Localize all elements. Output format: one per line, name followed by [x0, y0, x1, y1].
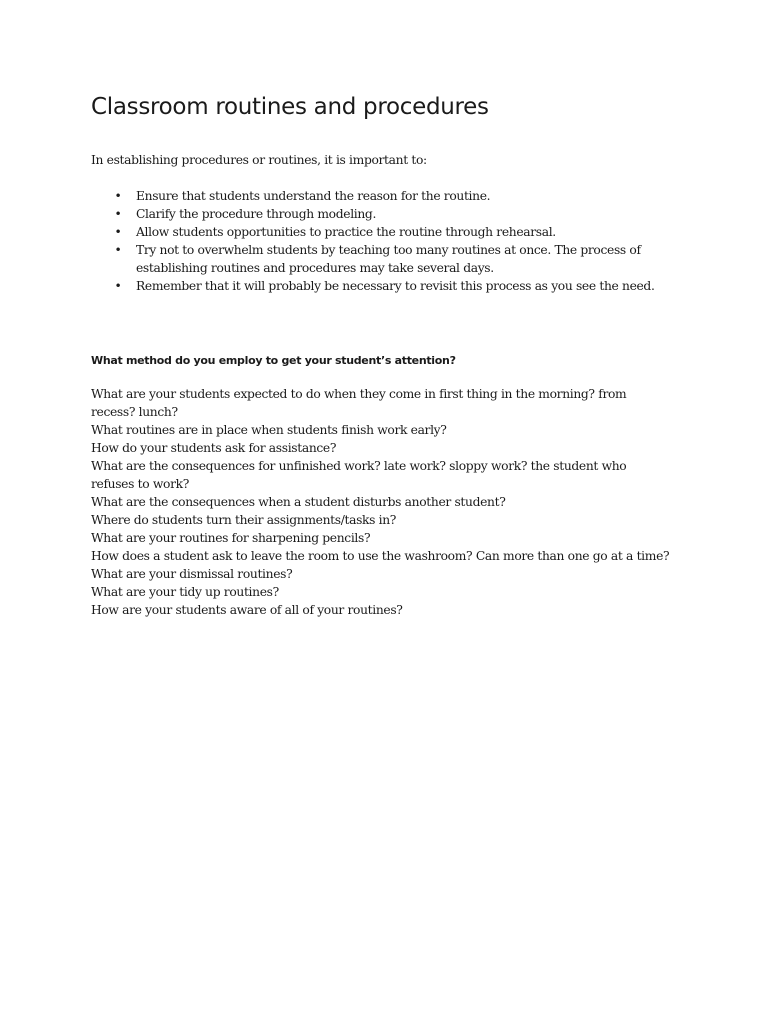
- question-text-line: refuses to work?: [91, 477, 189, 491]
- bullet-text: [136, 205, 691, 223]
- question-text-line: What are the consequences when a student disturbs another student?: [91, 495, 506, 509]
- question-item: [91, 511, 691, 529]
- intro-text: In establishing procedures or routines, it is important to:: [91, 153, 427, 167]
- question-text-line: recess? lunch?: [91, 405, 178, 419]
- question-text-line: What are the consequences for unfinished work? late work? sloppy work? the student who: [91, 459, 627, 473]
- bullet-dot-icon: •: [114, 207, 122, 221]
- page-title: Classroom routines and procedures: [91, 94, 489, 120]
- bullet-text-line: Clarify the procedure through modeling.: [136, 207, 377, 221]
- question-item: [91, 583, 691, 601]
- bullet-text-line: Try not to overwhelm students by teaching too many routines at once. The process of: [136, 243, 641, 257]
- bullet-item: [91, 277, 691, 295]
- bullet-text-line: Ensure that students understand the reason for the routine.: [136, 189, 491, 203]
- bullet-item: [91, 223, 691, 241]
- bullet-dot-icon: •: [114, 279, 122, 293]
- bullet-dot-icon: •: [114, 189, 122, 203]
- question-item: [91, 457, 691, 493]
- question-text-line: What are your dismissal routines?: [91, 567, 293, 581]
- bullet-text-line: Allow students opportunities to practice the routine through rehearsal.: [136, 225, 556, 239]
- bullet-item: [91, 241, 691, 277]
- bullet-list: [91, 187, 691, 295]
- question-heading: What method do you employ to get your student’s attention?: [91, 354, 456, 367]
- bullet-dot-icon: •: [114, 225, 122, 239]
- question-item: [91, 385, 691, 421]
- bullet-text: [136, 277, 691, 295]
- question-item: [91, 547, 691, 565]
- question-item: [91, 565, 691, 583]
- question-text-line: Where do students turn their assignments/tasks in?: [91, 513, 397, 527]
- question-text-line: How are your students aware of all of your routines?: [91, 603, 403, 617]
- bullet-text: [136, 241, 691, 277]
- question-list: [91, 385, 691, 619]
- bullet-text-line: Remember that it will probably be necessary to revisit this process as you see the need.: [136, 279, 655, 293]
- question-text-line: How does a student ask to leave the room to use the washroom? Can more than one go at a time?: [91, 549, 670, 563]
- bullet-item: [91, 187, 691, 205]
- bullet-dot-icon: •: [114, 243, 122, 257]
- question-item: [91, 601, 691, 619]
- bullet-item: [91, 205, 691, 223]
- question-item: [91, 529, 691, 547]
- question-item: [91, 493, 691, 511]
- question-item: [91, 439, 691, 457]
- question-text-line: How do your students ask for assistance?: [91, 441, 337, 455]
- bullet-text-line: establishing routines and procedures may take several days.: [136, 261, 494, 275]
- question-text-line: What are your students expected to do when they come in first thing in the morning? from: [91, 387, 627, 401]
- bullet-text: [136, 187, 691, 205]
- question-item: [91, 421, 691, 439]
- bullet-text: [136, 223, 691, 241]
- question-text-line: What routines are in place when students finish work early?: [91, 423, 447, 437]
- question-text-line: What are your routines for sharpening pencils?: [91, 531, 371, 545]
- question-text-line: What are your tidy up routines?: [91, 585, 279, 599]
